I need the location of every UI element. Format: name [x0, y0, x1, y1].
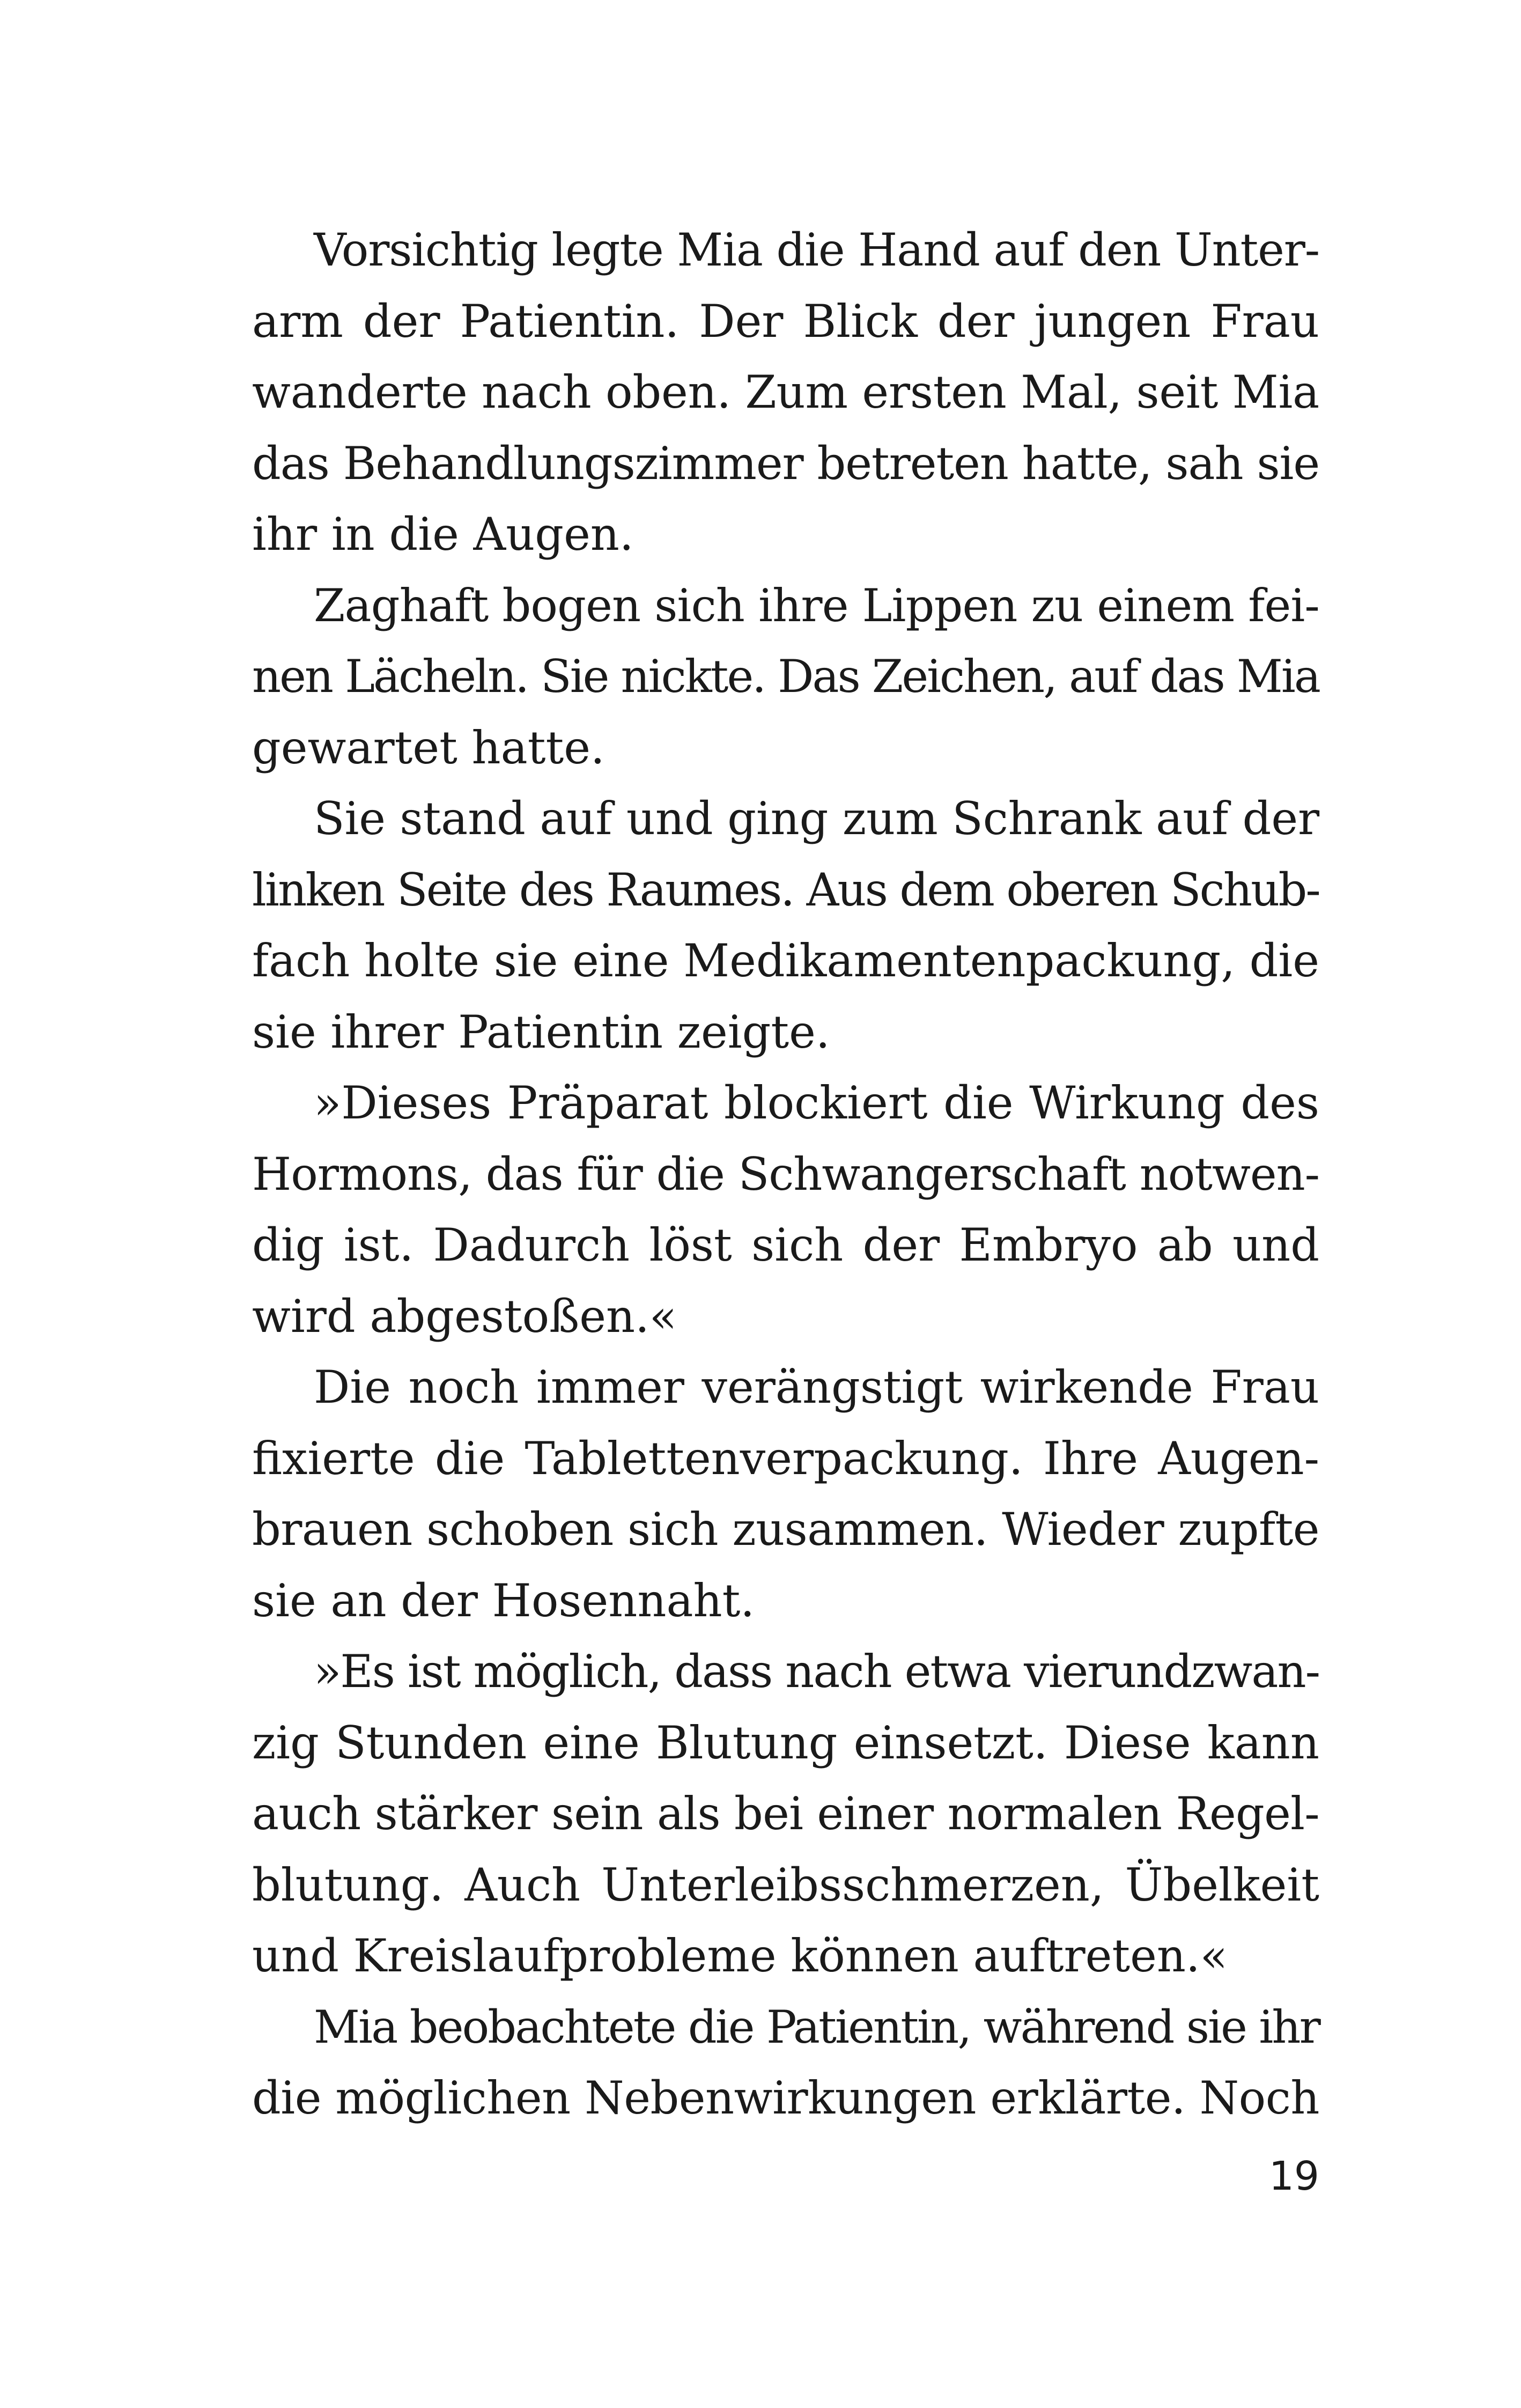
text-line: dig ist. Dadurch löst sich der Embryo ab und	[252, 1219, 1319, 1271]
text-line: linken Seite des Raumes. Aus dem oberen Schub-	[252, 863, 1319, 916]
text-line: Mia beobachtete die Patientin, während sie ihr	[314, 2000, 1319, 2053]
text-line: Vorsichtig legte Mia die Hand auf den Unter-	[314, 224, 1319, 276]
text-line: Zaghaft bogen sich ihre Lippen zu einem fei-	[314, 579, 1319, 632]
text-line: wanderte nach oben. Zum ersten Mal, seit Mia	[252, 366, 1319, 418]
text-line: zig Stunden eine Blutung einsetzt. Diese kann	[252, 1716, 1319, 1769]
paragraph	[252, 1992, 1319, 2134]
text-line: gewartet hatte.	[252, 721, 605, 774]
text-line: und Kreislaufprobleme können auftreten.«	[252, 1930, 1228, 1982]
text-line: Die noch immer verängstigt wirkende Frau	[314, 1361, 1319, 1413]
text-line: das Behandlungszimmer betreten hatte, sah sie	[252, 437, 1319, 490]
text-line: brauen schoben sich zusammen. Wieder zupfte	[252, 1503, 1319, 1556]
text-line: fixierte die Tablettenverpackung. Ihre Augen-	[252, 1432, 1319, 1485]
paragraph	[252, 215, 1319, 570]
text-line: auch stärker sein als bei einer normalen Regel-	[252, 1787, 1319, 1840]
paragraph	[252, 1352, 1319, 1636]
text-line: Sie stand auf und ging zum Schrank auf der	[314, 792, 1319, 845]
body-text	[252, 215, 1319, 2134]
paragraph	[252, 1067, 1319, 1352]
text-line: sie ihrer Patientin zeigte.	[252, 1005, 830, 1058]
text-line: wird abgestoßen.«	[252, 1290, 677, 1343]
text-line: nen Lächeln. Sie nickte. Das Zeichen, auf das Mia	[252, 650, 1319, 703]
text-line: Hormons, das für die Schwangerschaft notwen-	[252, 1147, 1319, 1201]
paragraph	[252, 570, 1319, 784]
text-line: »Es ist möglich, dass nach etwa vierundzwan-	[314, 1645, 1319, 1698]
text-line: blutung. Auch Unterleibsschmerzen, Übelkeit	[252, 1858, 1319, 1911]
text-line: »Dieses Präparat blockiert die Wirkung des	[314, 1077, 1319, 1129]
text-line: ihr in die Augen.	[252, 508, 634, 561]
page-number: 19	[1268, 2153, 1319, 2199]
text-line: sie an der Hosennaht.	[252, 1574, 755, 1627]
text-line: die möglichen Nebenwirkungen erklärte. Noch	[252, 2072, 1319, 2124]
text-line: fach holte sie eine Medikamentenpackung, die	[252, 934, 1319, 987]
text-line: arm der Patientin. Der Blick der jungen Frau	[252, 294, 1319, 348]
paragraph	[252, 1636, 1319, 1992]
paragraph	[252, 783, 1319, 1067]
